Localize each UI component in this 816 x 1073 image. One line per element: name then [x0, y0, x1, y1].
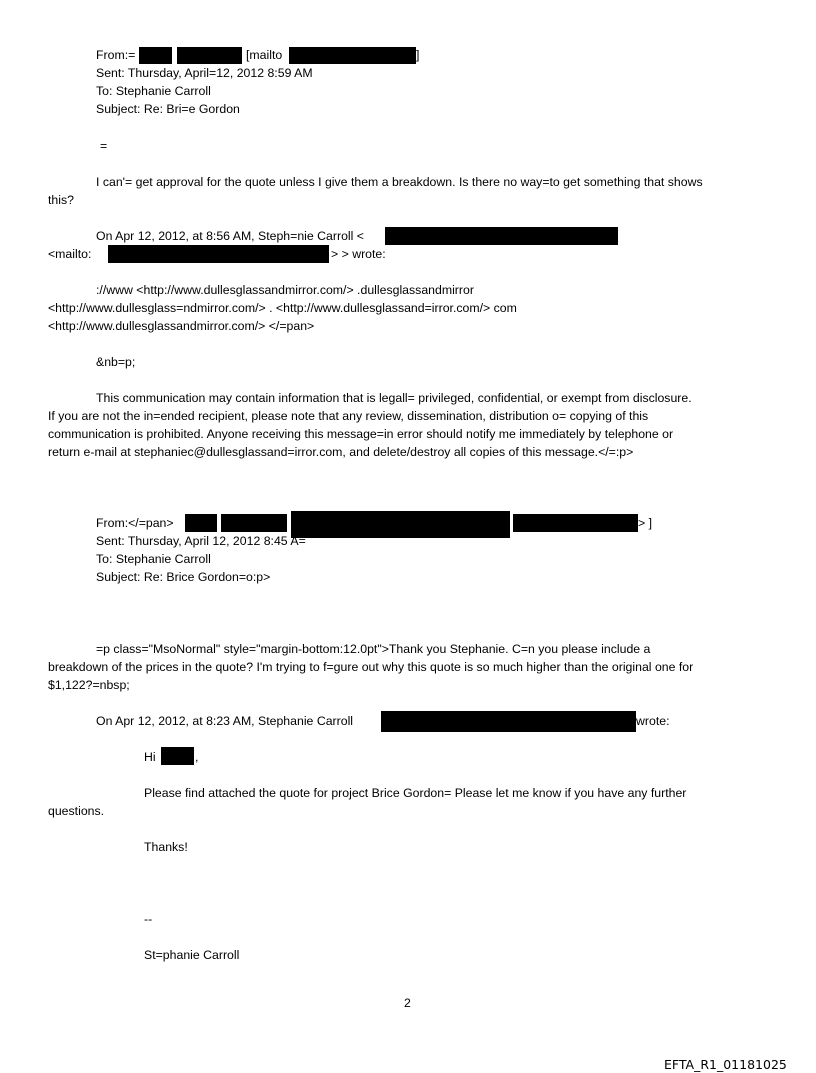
redaction-block	[385, 227, 618, 245]
mailto-close: > ]	[638, 516, 653, 530]
stray-equals: =	[100, 139, 108, 153]
link-text-line: <http://www.dullesglassandmirror.com/> </=pan>	[48, 319, 315, 333]
body-paragraph-line: =p class="MsoNormal" style="margin-bottom:12.0pt">Thank you Stephanie. C=n you please include a	[96, 642, 651, 656]
nbsp-artifact: &nb=p;	[96, 355, 136, 369]
email-from-label: From:=	[96, 48, 136, 62]
mailto-label: [mailto	[246, 48, 283, 62]
disclaimer-line: This communication may contain information that is legall= privileged, confidential, or exempt from disclosure.	[96, 391, 692, 405]
body-paragraph-line: breakdown of the prices in the quote? I'm trying to f=gure out why this quote is so much higher than the original one for	[48, 660, 694, 674]
mailto-prefix: <mailto:	[48, 247, 92, 261]
body-paragraph-line: Please find attached the quote for project Brice Gordon= Please let me know if you have any further	[144, 786, 687, 800]
redaction-block	[221, 514, 287, 532]
quote-wrote: > > wrote:	[331, 247, 386, 261]
disclaimer-line: return e-mail at stephaniec@dullesglassand=irror.com, and delete/destroy all copies of this message.</=:p>	[48, 445, 634, 459]
email-to-line: To: Stephanie Carroll	[96, 552, 211, 566]
mailto-close: ]	[416, 48, 420, 62]
link-text-line: ://www <http://www.dullesglassandmirror.com/> .dullesglassandmirror	[96, 283, 474, 297]
redaction-block	[289, 47, 416, 64]
email-sent-line: Sent: Thursday, April 12, 2012 8:45 A=	[96, 534, 306, 548]
body-paragraph-line: $1,122?=nbsp;	[48, 678, 130, 692]
disclaimer-line: communication is prohibited. Anyone receiving this message=in error should notify me immediately by telephone or	[48, 427, 674, 441]
greeting-hi: Hi	[144, 750, 156, 764]
body-paragraph-line: I can'= get approval for the quote unless I give them a breakdown. Is there no way=to get something that shows	[96, 175, 703, 189]
thanks-line: Thanks!	[144, 840, 188, 854]
redaction-block	[291, 511, 510, 538]
greeting-comma: ,	[195, 750, 199, 764]
body-paragraph-line: this?	[48, 193, 74, 207]
redaction-block	[139, 47, 172, 64]
redaction-block	[177, 47, 242, 64]
body-paragraph-line: questions.	[48, 804, 105, 818]
quote-wrote: wrote:	[636, 714, 670, 728]
document-id: EFTA_R1_01181025	[664, 1057, 787, 1072]
redaction-block	[185, 514, 217, 532]
email-subject-line: Subject: Re: Bri=e Gordon	[96, 102, 240, 116]
signature-dashes: --	[144, 912, 153, 926]
redaction-block	[161, 747, 194, 765]
page-number: 2	[404, 996, 411, 1010]
email-subject-line: Subject: Re: Brice Gordon=o:p>	[96, 570, 271, 584]
email-to-line: To: Stephanie Carroll	[96, 84, 211, 98]
quote-header-line: On Apr 12, 2012, at 8:23 AM, Stephanie Carroll	[96, 714, 354, 728]
signature-name: St=phanie Carroll	[144, 948, 240, 962]
email-from-label: From:</=pan>	[96, 516, 174, 530]
redaction-block	[513, 514, 638, 532]
redaction-block	[381, 711, 636, 732]
quote-header-line: On Apr 12, 2012, at 8:56 AM, Steph=nie Carroll <	[96, 229, 364, 243]
disclaimer-line: If you are not the in=ended recipient, please note that any review, dissemination, distribution o= copying of this	[48, 409, 649, 423]
link-text-line: <http://www.dullesglass=ndmirror.com/> . <http://www.dullesglassand=irror.com/> com	[48, 301, 517, 315]
redaction-block	[108, 245, 329, 263]
email-sent-line: Sent: Thursday, April=12, 2012 8:59 AM	[96, 66, 313, 80]
